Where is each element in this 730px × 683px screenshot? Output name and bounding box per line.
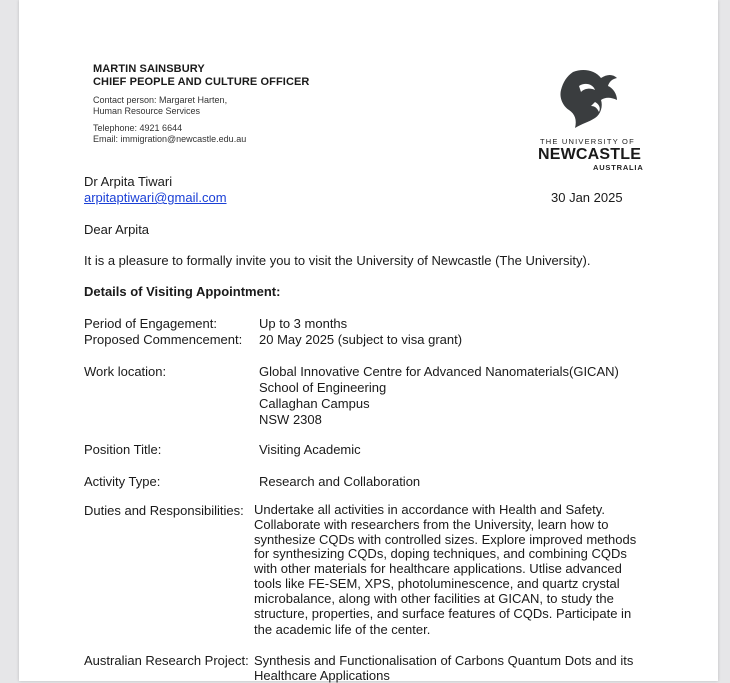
- duties-line: with other materials for healthcare applications. Utlise advanced: [254, 561, 622, 577]
- contact-telephone: Telephone: 4921 6644: [93, 123, 183, 133]
- period-label: Period of Engagement:: [84, 316, 217, 331]
- contact-email: Email: immigration@newcastle.edu.au: [93, 134, 247, 144]
- duties-line: tools like FE-SEM, XPS, photoluminescence, and quartz crystal: [254, 575, 620, 591]
- work-location-line: Callaghan Campus: [259, 396, 370, 411]
- activity-label: Activity Type:: [84, 474, 161, 489]
- intro-paragraph: It is a pleasure to formally invite you to visit the University of Newcastle (The University).: [84, 253, 591, 268]
- project-label: Australian Research Project:: [84, 653, 249, 668]
- work-location-line: NSW 2308: [259, 412, 322, 427]
- contact-department: Human Resource Services: [93, 106, 201, 116]
- logo-australia: AUSTRALIA: [593, 163, 644, 172]
- duties-line: microbalance, along with other facilities at GICAN, to study the: [254, 590, 614, 606]
- logo-the-university-of: THE UNIVERSITY OF: [540, 137, 635, 146]
- letter-page: [19, 0, 718, 681]
- duties-line: synthesize CQDs with controlled sizes. Explore improved methods: [254, 531, 637, 547]
- sender-title: CHIEF PEOPLE AND CULTURE OFFICER: [93, 76, 310, 88]
- duties-paragraph: [254, 503, 654, 638]
- recipient-name: Dr Arpita Tiwari: [84, 174, 173, 189]
- duties-line: structure, properties, and surface features of CQDs. Participate in: [254, 605, 632, 621]
- salutation: Dear Arpita: [84, 222, 150, 237]
- contact-person: Contact person: Margaret Harten,: [93, 95, 228, 105]
- university-seahorse-logo-icon: [555, 68, 625, 130]
- sender-name: MARTIN SAINSBURY: [93, 63, 205, 75]
- project-line: Healthcare Applications: [254, 668, 390, 683]
- period-value: Up to 3 months: [259, 316, 348, 331]
- position-value: Visiting Academic: [259, 442, 361, 457]
- recipient-email-link[interactable]: arpitaptiwari@gmail.com: [84, 190, 227, 205]
- logo-newcastle: NEWCASTLE: [538, 146, 642, 163]
- duties-line: the academic life of the center.: [254, 622, 431, 638]
- position-label: Position Title:: [84, 442, 162, 457]
- duties-label: Duties and Responsibilities:: [84, 503, 244, 518]
- section-heading: Details of Visiting Appointment:: [84, 284, 281, 299]
- duties-line: Collaborate with researchers from the University, learn how to: [254, 516, 609, 532]
- commencement-value: 20 May 2025 (subject to visa grant): [259, 332, 463, 347]
- work-location-line: School of Engineering: [259, 380, 387, 395]
- project-line: Synthesis and Functionalisation of Carbons Quantum Dots and its: [254, 653, 634, 668]
- work-location-line: Global Innovative Centre for Advanced Nanomaterials(GICAN): [259, 364, 619, 379]
- duties-line: for synthesizing CQDs, doping techniques, and combining CQDs: [254, 546, 627, 562]
- letter-date: 30 Jan 2025: [551, 190, 623, 205]
- work-location-label: Work location:: [84, 364, 167, 379]
- activity-value: Research and Collaboration: [259, 474, 421, 489]
- commencement-label: Proposed Commencement:: [84, 332, 243, 347]
- duties-line: Undertake all activities in accordance with Health and Safety.: [254, 502, 605, 517]
